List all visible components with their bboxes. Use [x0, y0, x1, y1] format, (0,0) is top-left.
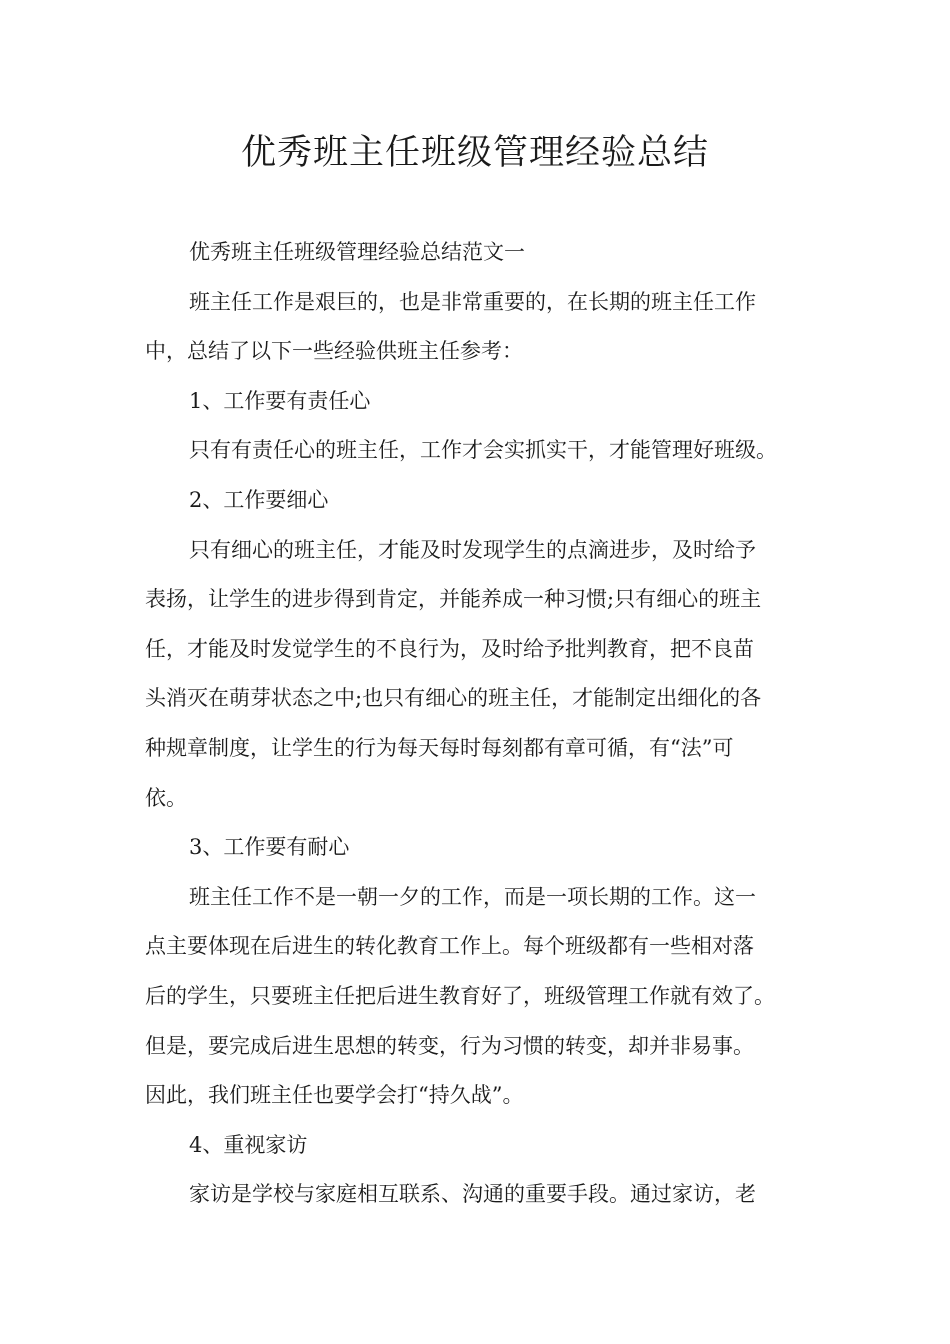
- document-title: 优秀班主任班级管理经验总结: [240, 133, 709, 173]
- paragraph-line: 因此，我们班主任也要学会打“持久战”。: [145, 1083, 524, 1108]
- section-heading: 3、工作要有耐心: [189, 835, 350, 860]
- paragraph-line: 种规章制度，让学生的行为每天每时每刻都有章可循，有“法”可: [145, 735, 734, 760]
- paragraph-line: 但是，要完成后进生思想的转变，行为习惯的转变，却并非易事。: [145, 1033, 754, 1058]
- paragraph-line: 只有有责任心的班主任，工作才会实抓实干，才能管理好班级。: [189, 438, 777, 463]
- subtitle-line: 优秀班主任班级管理经验总结范文一: [189, 240, 525, 264]
- paragraph-line: 表扬，让学生的进步得到肯定，并能养成一种习惯;只有细心的班主: [145, 587, 762, 612]
- paragraph-line: 点主要体现在后进生的转化教育工作上。每个班级都有一些相对落: [145, 934, 754, 959]
- document-body: [145, 228, 810, 1220]
- paragraph-line: 依。: [145, 785, 187, 810]
- paragraph-line: 班主任工作不是一朝一夕的工作，而是一项长期的工作。这一: [189, 884, 756, 909]
- paragraph-line: 只有细心的班主任，才能及时发现学生的点滴进步，及时给予: [189, 537, 756, 562]
- section-heading: 1、工作要有责任心: [189, 388, 371, 413]
- paragraph-line: 任，才能及时发觉学生的不良行为，及时给予批判教育，把不良苗: [145, 636, 754, 661]
- paragraph-line: 中，总结了以下一些经验供班主任参考：: [145, 339, 523, 364]
- paragraph-line: 头消灭在萌芽状态之中;也只有细心的班主任，才能制定出细化的各: [145, 686, 762, 711]
- paragraph-line: 家访是学校与家庭相互联系、沟通的重要手段。通过家访，老: [189, 1182, 756, 1207]
- section-heading: 4、重视家访: [189, 1132, 308, 1157]
- paragraph-line: 后的学生，只要班主任把后进生教育好了，班级管理工作就有效了。: [145, 983, 775, 1008]
- paragraph-line: 班主任工作是艰巨的，也是非常重要的，在长期的班主任工作: [189, 289, 756, 314]
- section-heading: 2、工作要细心: [189, 487, 329, 512]
